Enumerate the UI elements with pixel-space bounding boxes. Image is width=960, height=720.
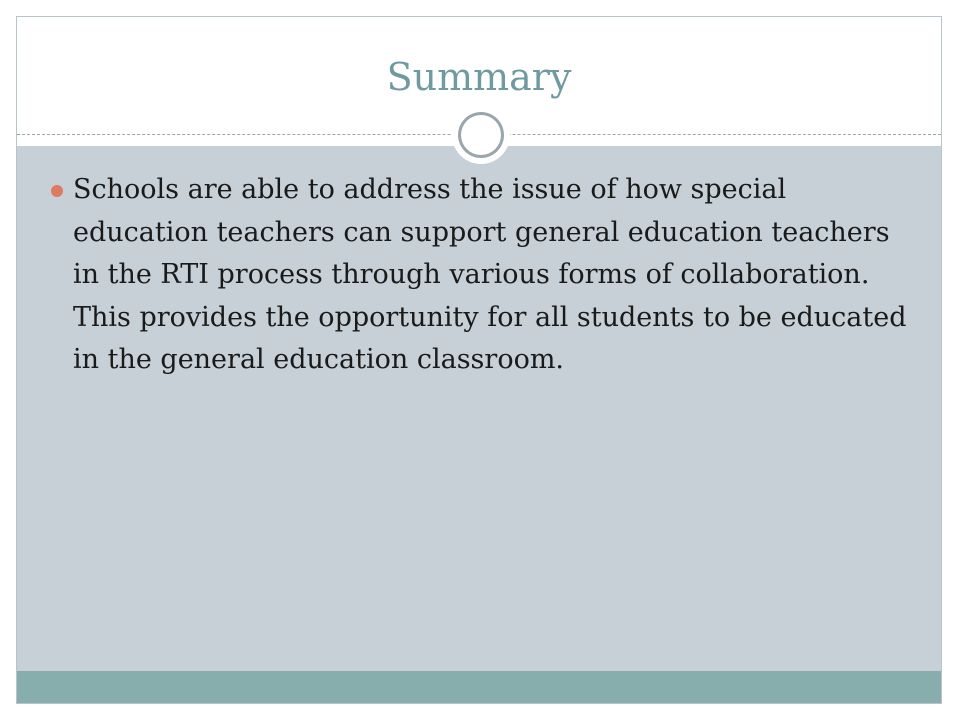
circle-ornament-icon <box>452 106 510 164</box>
bullet-text: Schools are able to address the issue of how special education teachers can support general education teachers in the RTI process through various forms of collaboration. This provides the opportunity for all students to be educated in the general education classroom. <box>73 174 907 375</box>
bullet-list <box>51 169 911 382</box>
footer-band <box>17 671 941 704</box>
bullet-item <box>51 169 911 382</box>
bullet-dot-icon <box>51 185 63 197</box>
slide <box>16 16 942 704</box>
slide-title: Summary <box>386 55 572 99</box>
